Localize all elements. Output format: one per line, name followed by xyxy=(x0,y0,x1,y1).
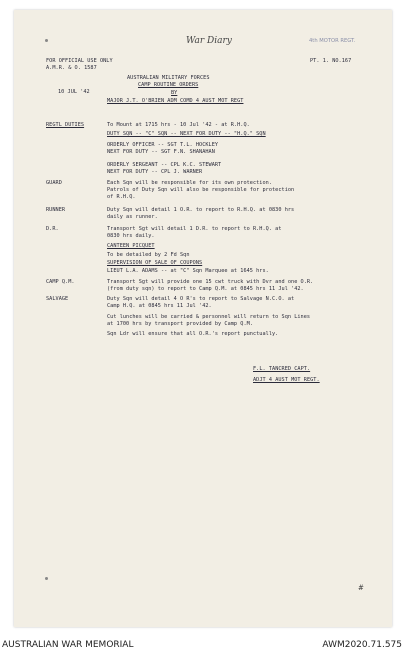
runner-label: RUNNER xyxy=(46,207,66,213)
orderly-officer: ORDERLY OFFICER -- SGT T.L. HOCKLEY xyxy=(107,142,219,148)
handwritten-initials: # xyxy=(358,584,364,592)
guard-line-1: Each Sqn will be responsible for its own protection. xyxy=(107,180,273,186)
order-date: 10 JUL '42 xyxy=(58,89,90,95)
camp-qm-line-1: Transport Sgt will provide one 15 cwt truck with Dvr and one O.R. xyxy=(107,279,314,285)
camp-qm-label: CAMP Q.M. xyxy=(46,279,75,285)
dr-line-2: 0830 hrs daily. xyxy=(107,233,155,239)
salvage-label: SALVAGE xyxy=(46,296,69,302)
salvage-line-3: Cut lunches will be carried & personnel will return to Sqn Lines xyxy=(107,314,311,320)
duty-header: DUTY SQN -- "C" SQN -- NEXT FOR DUTY -- "H.Q." SQN xyxy=(107,131,266,137)
regiment-stamp: 4th MOTOR REGT. xyxy=(309,38,356,44)
orderly-officer-next: NEXT FOR DUTY -- SGT F.N. SHANAHAN xyxy=(107,149,215,155)
coupons-heading: SUPERVISION OF SALE OF COUPONS xyxy=(107,260,203,266)
punch-hole xyxy=(45,39,48,42)
runner-line-1: Duty Sqn will detail 1 O.R. to report to R.H.Q. at 0830 hrs xyxy=(107,207,295,213)
title-major: MAJOR J.T. O'BRIEN ADM COMD 4 AUST MOT REGT xyxy=(107,98,244,104)
signature-name: F.L. TANCRED CAPT. xyxy=(253,366,311,372)
official-use-label: FOR OFFICIAL USE ONLY xyxy=(46,58,113,64)
salvage-line-2: Camp H.Q. at 0845 hrs 11 Jul '42. xyxy=(107,303,212,309)
reference-number: A.M.R. & O. 1587 xyxy=(46,65,97,71)
footer-credit: AUSTRALIAN WAR MEMORIAL xyxy=(2,640,134,650)
coupons-line: LIEUT L.A. ADAMS -- at "C" Sqn Marquee at 1645 hrs. xyxy=(107,268,269,274)
footer-accession-number: AWM2020.71.575 xyxy=(322,640,402,650)
runner-line-2: daily as runner. xyxy=(107,214,158,220)
canteen-heading: CANTEEN PICQUET xyxy=(107,243,155,249)
part-number: PT. 1. NO.167 xyxy=(310,58,352,64)
salvage-line-5: Sqn Ldr will ensure that all O.R.'s report punctually. xyxy=(107,331,279,337)
canteen-line: To be detailed by 2 Fd Sqn xyxy=(107,252,190,258)
salvage-line-4: at 1700 hrs by transport provided by Camp Q.M. xyxy=(107,321,253,327)
regtl-mount-line: To Mount at 1715 hrs - 10 Jul '42 - at R.H.Q. xyxy=(107,122,250,128)
guard-line-2: Patrols of Duty Sqn will also be responsible for protection xyxy=(107,187,295,193)
signature-title: ADJT 4 AUST MOT REGT. xyxy=(253,377,320,383)
title-line-1: AUSTRALIAN MILITARY FORCES xyxy=(127,75,210,81)
salvage-line-1: Duty Sqn will detail 4 O R's to report to Salvage N.C.O. at xyxy=(107,296,295,302)
title-line-2: CAMP ROUTINE ORDERS xyxy=(138,82,199,88)
dr-line-1: Transport Sgt will detail 1 D.R. to report to R.H.Q. at xyxy=(107,226,282,232)
handwritten-note: War Diary xyxy=(186,36,232,46)
footer-bar xyxy=(0,636,406,653)
punch-hole xyxy=(45,577,48,580)
guard-label: GUARD xyxy=(46,180,62,186)
orderly-sergeant: ORDERLY SERGEANT -- CPL K.C. STEWART xyxy=(107,162,222,168)
camp-qm-line-2: (from duty sqn) to report to Camp Q.M. at 0845 hrs 11 Jul '42. xyxy=(107,286,304,292)
orderly-sergeant-next: NEXT FOR DUTY -- CPL J. WARNER xyxy=(107,169,203,175)
dr-label: D.R. xyxy=(46,226,59,232)
guard-line-3: of R.H.Q. xyxy=(107,194,136,200)
regtl-duties-label: REGTL DUTIES xyxy=(46,122,85,128)
title-by: BY xyxy=(171,90,178,96)
